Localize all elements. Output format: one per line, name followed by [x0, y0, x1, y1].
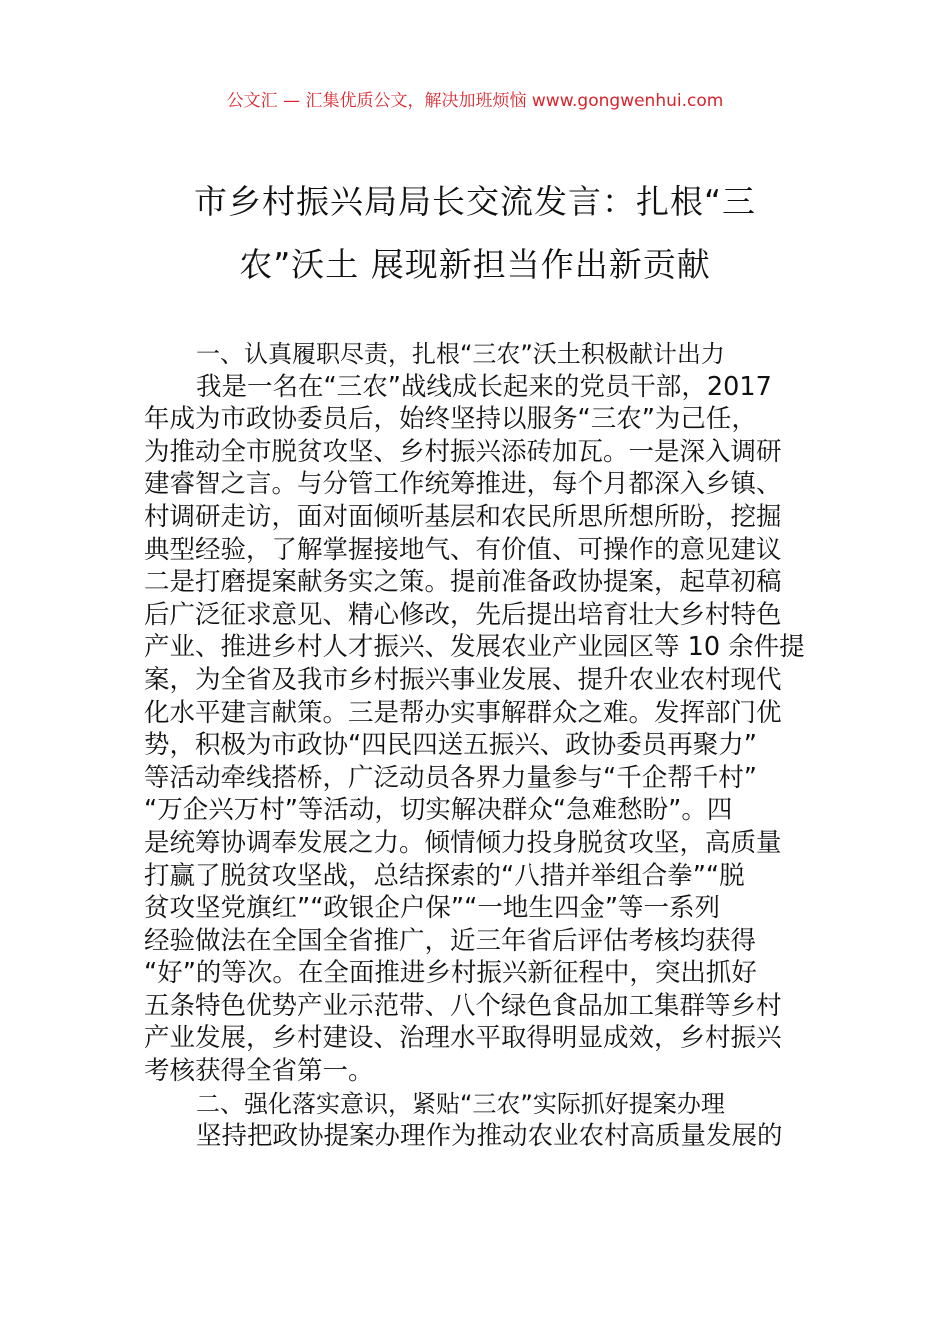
paragraph-line: 打赢了脱贫攻坚战，总结探索的“八措并举组合拳”“脱 [144, 860, 745, 891]
paragraph-line: 典型经验，了解掌握接地气、有价值、可操作的意见建议 [144, 534, 782, 565]
paragraph-line: 产业发展，乡村建设、治理水平取得明显成效，乡村振兴 [144, 1023, 782, 1054]
paragraph-line: 五条特色优势产业示范带、八个绿色食品加工集群等乡村 [144, 990, 782, 1021]
paragraph-line: “好”的等次。在全面推进乡村振兴新征程中，突出抓好 [144, 958, 757, 989]
document-title [144, 170, 806, 296]
paragraph-line: 村调研走访，面对面倾听基层和农民所思所想所盼，挖掘 [144, 501, 782, 532]
paragraph-line: 我是一名在“三农”战线成长起来的党员干部，2017 [196, 371, 772, 402]
watermark-header: 公文汇 — 汇集优质公文，解决加班烦恼 www.gongwenhui.com [226, 91, 724, 111]
paragraph-line: 二是打磨提案献务实之策。提前准备政协提案，起草初稿 [144, 567, 782, 598]
paragraph-line: “万企兴万村”等活动，切实解决群众“急难愁盼”。四 [144, 795, 733, 826]
paragraph-line: 化水平建言献策。三是帮办实事解群众之难。发挥部门优 [144, 697, 782, 728]
document-body [144, 338, 810, 1153]
section-heading-2: 二、强化落实意识，紧贴“三农”实际抓好提案办理 [196, 1089, 725, 1118]
paragraph-line: 建睿智之言。与分管工作统筹推进，每个月都深入乡镇、 [144, 469, 782, 500]
paragraph-line: 是统筹协调奉发展之力。倾情倾力投身脱贫攻坚，高质量 [144, 827, 782, 858]
paragraph-line: 贫攻坚党旗红”“政银企户保”“一地生四金”等一系列 [144, 893, 721, 924]
paragraph-line: 案，为全省及我市乡村振兴事业发展、提升农业农村现代 [144, 664, 782, 695]
paragraph-line: 为推动全市脱贫攻坚、乡村振兴添砖加瓦。一是深入调研 [144, 436, 782, 467]
section-heading-1: 一、认真履职尽责，扎根“三农”沃土积极献计出力 [196, 340, 725, 368]
paragraph-line: 势，积极为市政协“四民四送五振兴、政协委员再聚力” [144, 730, 757, 761]
paragraph-line: 考核获得全省第一。 [144, 1056, 374, 1087]
paragraph-line: 后广泛征求意见、精心修改，先后提出培育壮大乡村特色 [144, 599, 782, 630]
title-line-2: 农”沃土 展现新担当作出新贡献 [239, 245, 711, 284]
paragraph-line: 产业、推进乡村人才振兴、发展农业产业园区等 10 余件提 [144, 632, 805, 663]
paragraph-line: 坚持把政协提案办理作为推动农业农村高质量发展的 [196, 1121, 783, 1152]
paragraph-line: 年成为市政协委员后，始终坚持以服务“三农”为己任， [144, 404, 757, 435]
title-line-1: 市乡村振兴局局长交流发言：扎根“三 [193, 182, 757, 221]
paragraph-line: 等活动牵线搭桥，广泛动员各界力量参与“千企帮千村” [144, 762, 757, 793]
paragraph-line: 经验做法在全国全省推广，近三年省后评估考核均获得 [144, 925, 757, 956]
